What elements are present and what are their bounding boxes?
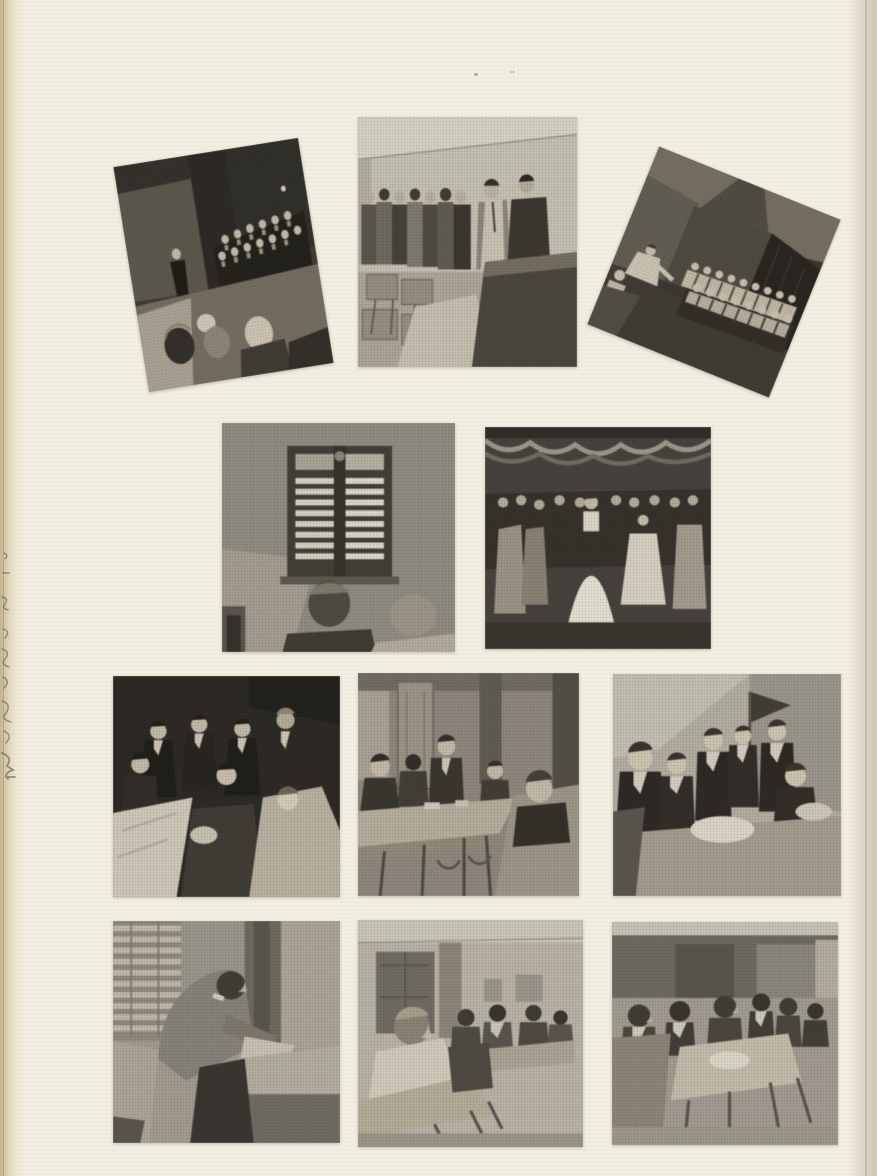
photo-room-gathering	[358, 117, 577, 367]
photo-image	[358, 673, 579, 896]
window-light	[815, 940, 838, 998]
photo-image	[485, 427, 711, 649]
photo-choir-stage-tilted-left	[113, 138, 333, 392]
photo-image	[358, 117, 577, 367]
photo-girls-around-table	[113, 676, 340, 897]
photo-man-reading	[113, 921, 340, 1143]
photo-image	[613, 674, 841, 896]
scan-speck	[510, 71, 515, 73]
photo-image	[612, 922, 838, 1145]
photo-image	[113, 676, 340, 897]
photo-image	[113, 921, 340, 1143]
scan-speck	[474, 73, 478, 76]
page-edge-shadow	[847, 0, 877, 1176]
photo-image	[587, 146, 841, 397]
photo-classroom-writing-1	[358, 920, 583, 1147]
photo-party-white-dress	[485, 427, 711, 649]
spine-handwriting-marks	[0, 545, 20, 790]
photo-girls-with-pennant	[613, 674, 841, 896]
photo-image	[222, 423, 455, 652]
photo-louvered-window	[222, 423, 455, 652]
photo-image	[113, 138, 333, 392]
photo-girls-long-table	[358, 673, 579, 896]
photo-choir-stage-tilted-right	[587, 146, 841, 397]
photo-classroom-writing-2	[612, 922, 838, 1145]
photo-image	[358, 920, 583, 1147]
bright-foreground-figure	[249, 786, 340, 897]
